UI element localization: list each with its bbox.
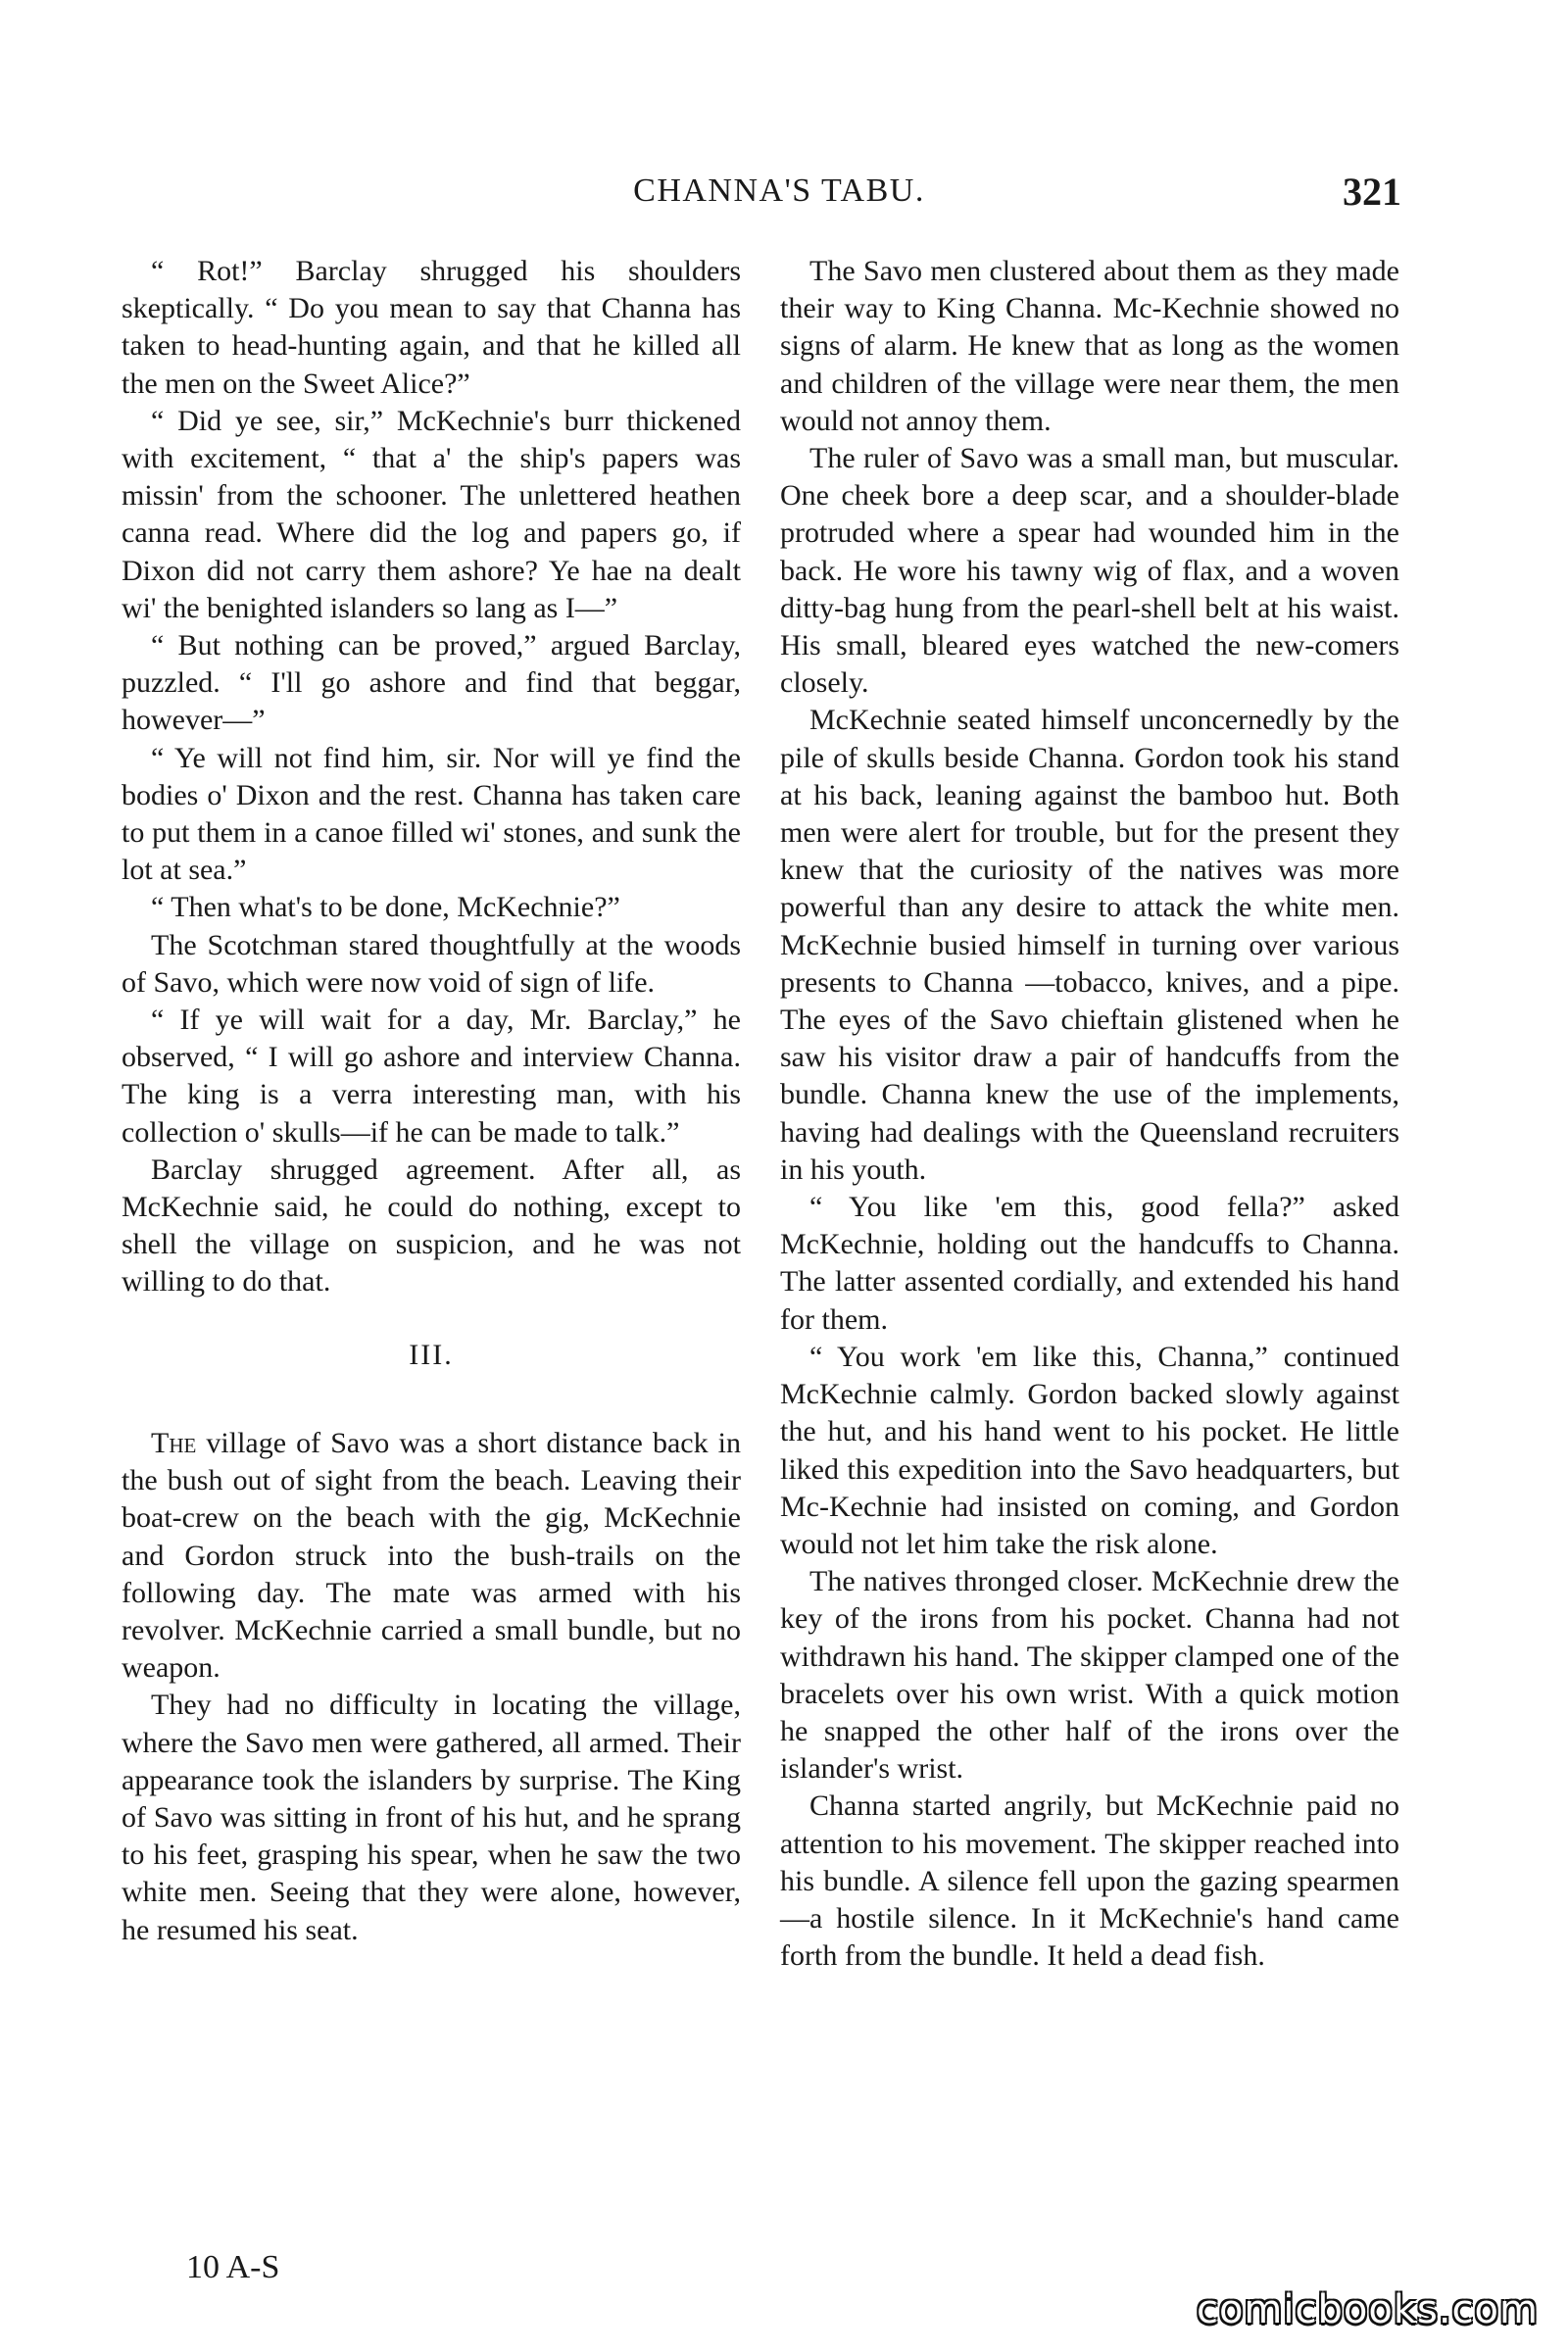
page-number: 321 xyxy=(1343,170,1401,214)
paragraph: Channa started angrily, but McKechnie paid no attention to his movement. The skipper reached into his bundle. A silence fell upon the gazing spearmen—a hostile silence. In it McKechnie's hand came forth from the bundle. It held a dead fish. xyxy=(780,1789,1399,1973)
section-first-paragraph xyxy=(122,1425,741,1687)
section-heading: III. xyxy=(409,1338,454,1371)
paragraph: They had no difficulty in locating the village, where the Savo men were gathered, all armed. Their appearance took the islanders by surprise. The King of Savo was sitting in front of his hut, and he sprang to his feet, grasping his spear, when he saw the two white men. Seeing that they were alone, however, he resumed his seat. xyxy=(122,1689,741,1946)
paragraph: The Scotchman stared thoughtfully at the woods of Savo, which were now void of sign of life. xyxy=(122,928,741,999)
paragraph: “ But nothing can be proved,” argued Barclay, puzzled. “ I'll go ashore and find that beggar, however—” xyxy=(122,629,741,737)
paragraph: “ Ye will not find him, sir. Nor will ye find the bodies o' Dixon and the rest. Channa has taken care to put them in a canoe filled wi' stones, and sunk the lot at sea.” xyxy=(122,741,741,887)
page-header xyxy=(157,172,1401,221)
left-column xyxy=(122,253,741,1949)
lead-paragraph-text: village of Savo was a short distance back in the bush out of sight from the beach. Leaving their boat-crew on the beach with the gig, McKechnie and Gordon struck into the bush-trails on the following day. The mate was armed with his revolver. McKechnie carried a small bundle, but no weapon. xyxy=(122,1426,741,1685)
paragraph: McKechnie seated himself unconcernedly by the pile of skulls beside Channa. Gordon took his stand at his back, leaning against the bamboo hut. Both men were alert for trouble, but for the present they knew that the curiosity of the natives was more powerful than any desire to attack the white men. McKechnie busied himself in turning over various presents to Channa —tobacco, knives, and a pipe. The eyes of the Savo chieftain glistened when he saw his visitor draw a pair of handcuffs from the bundle. Channa knew the use of the implements, having had dealings with the Queensland recruiters in his youth. xyxy=(780,704,1399,1186)
paragraph: Barclay shrugged agreement. After all, as McKechnie said, he could do nothing, except to shell the village on suspicion, and he was not willing to do that. xyxy=(122,1152,741,1298)
paragraph: “ If ye will wait for a day, Mr. Barclay,” he observed, “ I will go ashore and interview Channa. The king is a verra interesting man, with his collection o' skulls—if he can be made to talk.” xyxy=(122,1004,741,1149)
watermark-logo: comicbooks.com xyxy=(1196,2287,1539,2332)
lead-word: The xyxy=(151,1426,197,1459)
paragraph: “ Did ye see, sir,” McKechnie's burr thickened with excitement, “ that a' the ship's papers was missin' from the schooner. The unlettered heathen canna read. Where did the log and papers go, if Dixon did not carry them ashore? Ye hae na dealt wi' the benighted islanders so lang as I—” xyxy=(122,404,741,624)
paragraph: “ You like 'em this, good fella?” asked McKechnie, holding out the handcuffs to Channa. The latter assented cordially, and extended his hand for them. xyxy=(780,1191,1399,1336)
right-column xyxy=(780,253,1399,1975)
signature-mark: 10 A-S xyxy=(186,2249,280,2285)
paragraph: The ruler of Savo was a small man, but muscular. One cheek bore a deep scar, and a shoulder-blade protruded where a spear had wounded him in the back. He wore his tawny wig of flax, and a woven ditty-bag hung from the pearl-shell belt at his waist. His small, bleared eyes watched the new-comers closely. xyxy=(780,442,1399,700)
paragraph: “ You work 'em like this, Channa,” continued McKechnie calmly. Gordon backed slowly against the hut, and his hand went to his pocket. He little liked this expedition into the Savo headquarters, but Mc-Kechnie had insisted on coming, and Gordon would not let him take the risk alone. xyxy=(780,1340,1399,1560)
paragraph: The natives thronged closer. McKechnie drew the key of the irons from his pocket. Channa had not withdrawn his hand. The skipper clamped one of the bracelets over his own wrist. With a quick motion he snapped the other half of the irons over the islander's wrist. xyxy=(780,1565,1399,1786)
paragraph: The Savo men clustered about them as they made their way to King Channa. Mc-Kechnie showed no signs of alarm. He knew that as long as the women and children of the village were near them, the men would not annoy them. xyxy=(780,255,1399,437)
paragraph: “ Rot!” Barclay shrugged his shoulders skeptically. “ Do you mean to say that Channa has taken to head-hunting again, and that he killed all the men on the Sweet Alice?” xyxy=(122,255,741,400)
running-title: CHANNA'S TABU. xyxy=(633,172,925,209)
paragraph: “ Then what's to be done, McKechnie?” xyxy=(151,891,620,924)
